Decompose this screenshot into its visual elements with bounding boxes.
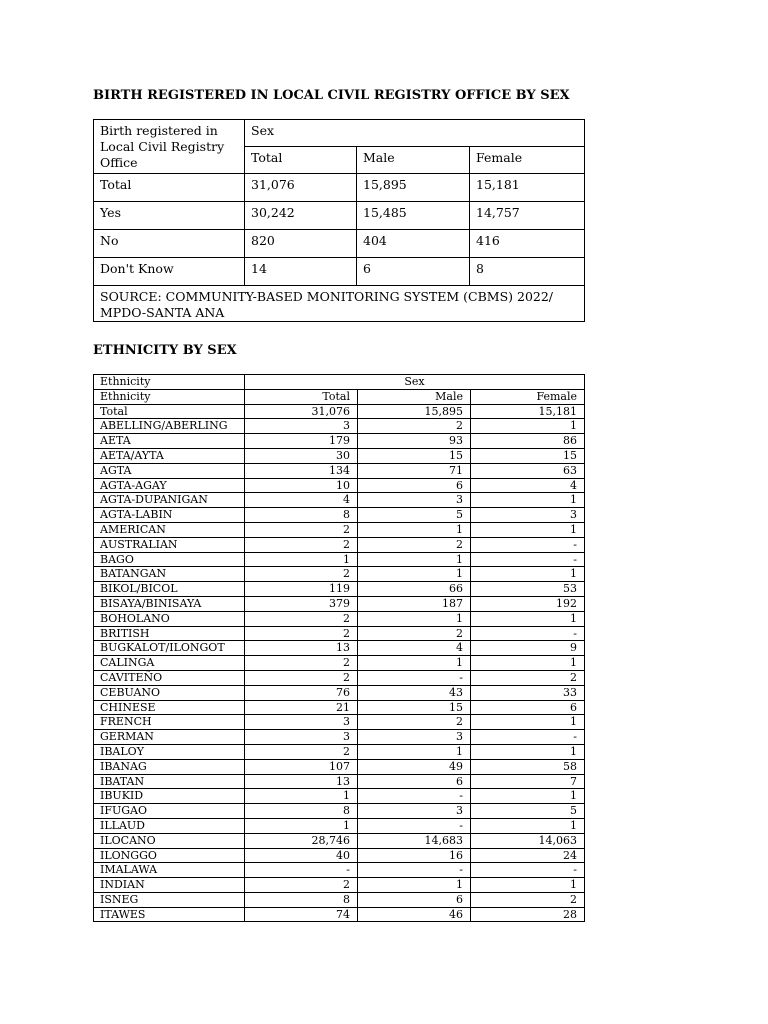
- ethnicity-label: AETA: [94, 434, 245, 449]
- ethnicity-label: Total: [94, 404, 245, 419]
- table-row: [94, 759, 585, 774]
- male-cell: 15,895: [357, 174, 470, 202]
- total-cell: 820: [245, 230, 357, 258]
- table-row: [94, 611, 585, 626]
- female-cell: 3: [471, 508, 585, 523]
- male-cell: 6: [358, 478, 471, 493]
- male-cell: 1: [358, 744, 471, 759]
- table-row: [94, 448, 585, 463]
- female-cell: 1: [471, 419, 585, 434]
- column-header-male: Male: [358, 389, 471, 404]
- ethnicity-label: IFUGAO: [94, 804, 245, 819]
- female-cell: 28: [471, 907, 585, 922]
- ethnicity-label: GERMAN: [94, 730, 245, 745]
- row-label: No: [94, 230, 245, 258]
- total-cell: 8: [245, 804, 358, 819]
- male-cell: 404: [357, 230, 470, 258]
- birth-registered-table: [93, 119, 585, 322]
- female-cell: 1: [471, 744, 585, 759]
- female-cell: -: [471, 626, 585, 641]
- male-cell: 1: [358, 552, 471, 567]
- male-cell: 1: [358, 522, 471, 537]
- table-row: [94, 641, 585, 656]
- female-cell: 4: [471, 478, 585, 493]
- ethnicity-label: AGTA-AGAY: [94, 478, 245, 493]
- total-cell: 4: [245, 493, 358, 508]
- female-cell: 416: [470, 230, 585, 258]
- ethnicity-label: BOHOLANO: [94, 611, 245, 626]
- total-cell: 30: [245, 448, 358, 463]
- ethnicity-label: ISNEG: [94, 892, 245, 907]
- male-cell: 15: [358, 448, 471, 463]
- male-cell: 93: [358, 434, 471, 449]
- ethnicity-label: IBANAG: [94, 759, 245, 774]
- total-cell: 134: [245, 463, 358, 478]
- total-cell: 13: [245, 774, 358, 789]
- table-row: [94, 818, 585, 833]
- source-note: SOURCE: COMMUNITY-BASED MONITORING SYSTEM (CBMS) 2022/ MPDO-SANTA ANA: [94, 286, 585, 322]
- male-cell: 2: [358, 537, 471, 552]
- ethnicity-label: CALINGA: [94, 656, 245, 671]
- table-row: [94, 174, 585, 202]
- male-cell: 2: [358, 419, 471, 434]
- female-cell: -: [471, 537, 585, 552]
- male-cell: 6: [358, 774, 471, 789]
- row-label: Total: [94, 174, 245, 202]
- ethnicity-label: BIKOL/BICOL: [94, 582, 245, 597]
- ethnicity-label: ILLAUD: [94, 818, 245, 833]
- male-cell: 49: [358, 759, 471, 774]
- ethnicity-label: AETA/AYTA: [94, 448, 245, 463]
- table-row: [94, 715, 585, 730]
- ethnicity-label: IBUKID: [94, 789, 245, 804]
- female-cell: 14,757: [470, 202, 585, 230]
- table-row: [94, 258, 585, 286]
- column-header-total: Total: [245, 147, 357, 174]
- total-cell: 2: [245, 611, 358, 626]
- table-row: [94, 863, 585, 878]
- total-cell: 2: [245, 656, 358, 671]
- ethnicity-label: CAVITEÑO: [94, 670, 245, 685]
- female-cell: 8: [470, 258, 585, 286]
- ethnicity-label: AUSTRALIAN: [94, 537, 245, 552]
- table-row: [94, 744, 585, 759]
- total-cell: 76: [245, 685, 358, 700]
- male-cell: 15: [358, 700, 471, 715]
- row-label: Yes: [94, 202, 245, 230]
- female-cell: 1: [471, 878, 585, 893]
- female-cell: 63: [471, 463, 585, 478]
- female-cell: -: [471, 552, 585, 567]
- ethnicity-label: AGTA-DUPANIGAN: [94, 493, 245, 508]
- table-row: [94, 670, 585, 685]
- male-cell: 5: [358, 508, 471, 523]
- total-cell: 2: [245, 670, 358, 685]
- total-cell: 2: [245, 522, 358, 537]
- female-cell: 9: [471, 641, 585, 656]
- total-cell: 119: [245, 582, 358, 597]
- table-row: [94, 404, 585, 419]
- column-header-female: Female: [471, 389, 585, 404]
- table-row: [94, 700, 585, 715]
- total-cell: 3: [245, 715, 358, 730]
- ethnicity-label: IMALAWA: [94, 863, 245, 878]
- ethnicity-label: AGTA: [94, 463, 245, 478]
- total-cell: -: [245, 863, 358, 878]
- table-row: [94, 419, 585, 434]
- table-row: [94, 434, 585, 449]
- total-cell: 107: [245, 759, 358, 774]
- ethnicity-label: ILOCANO: [94, 833, 245, 848]
- total-cell: 30,242: [245, 202, 357, 230]
- total-cell: 28,746: [245, 833, 358, 848]
- ethnicity-label: BUGKALOT/ILONGOT: [94, 641, 245, 656]
- ethnicity-label: BAGO: [94, 552, 245, 567]
- female-cell: 15,181: [470, 174, 585, 202]
- table-row: [94, 596, 585, 611]
- male-cell: 6: [357, 258, 470, 286]
- table-row: [94, 907, 585, 922]
- ethnicity-label: ITAWES: [94, 907, 245, 922]
- male-cell: 1: [358, 656, 471, 671]
- male-cell: 3: [358, 730, 471, 745]
- female-cell: 1: [471, 522, 585, 537]
- ethnicity-label: ABELLING/ABERLING: [94, 419, 245, 434]
- male-cell: 14,683: [358, 833, 471, 848]
- total-cell: 14: [245, 258, 357, 286]
- female-cell: 14,063: [471, 833, 585, 848]
- female-cell: 6: [471, 700, 585, 715]
- female-cell: -: [471, 863, 585, 878]
- female-cell: 2: [471, 892, 585, 907]
- sex-group-header: Sex: [245, 375, 585, 390]
- female-cell: 58: [471, 759, 585, 774]
- total-cell: 8: [245, 508, 358, 523]
- sex-group-header: Sex: [245, 120, 585, 147]
- male-cell: 46: [358, 907, 471, 922]
- male-cell: 187: [358, 596, 471, 611]
- column-header-female: Female: [470, 147, 585, 174]
- female-cell: 53: [471, 582, 585, 597]
- column-header-total: Total: [245, 389, 358, 404]
- birth-table-title: BIRTH REGISTERED IN LOCAL CIVIL REGISTRY OFFICE BY SEX: [93, 88, 570, 103]
- female-cell: 1: [471, 567, 585, 582]
- ethnicity-label: AGTA-LABIN: [94, 508, 245, 523]
- total-cell: 40: [245, 848, 358, 863]
- ethnicity-table: [93, 374, 585, 922]
- table-row: [94, 582, 585, 597]
- total-cell: 10: [245, 478, 358, 493]
- ethnicity-label: INDIAN: [94, 878, 245, 893]
- male-cell: 1: [358, 878, 471, 893]
- female-cell: 1: [471, 715, 585, 730]
- table-row: [94, 774, 585, 789]
- male-cell: 3: [358, 804, 471, 819]
- ethnicity-label: FRENCH: [94, 715, 245, 730]
- total-cell: 3: [245, 730, 358, 745]
- total-cell: 1: [245, 552, 358, 567]
- female-cell: 1: [471, 493, 585, 508]
- female-cell: 1: [471, 611, 585, 626]
- total-cell: 2: [245, 567, 358, 582]
- row-label: Don't Know: [94, 258, 245, 286]
- table-row: [94, 656, 585, 671]
- column-header-male: Male: [357, 147, 470, 174]
- table-row: [94, 493, 585, 508]
- table-row: [94, 626, 585, 641]
- male-cell: 15,485: [357, 202, 470, 230]
- total-cell: 13: [245, 641, 358, 656]
- ethnicity-label: IBATAN: [94, 774, 245, 789]
- male-cell: -: [358, 670, 471, 685]
- ethnicity-label: CHINESE: [94, 700, 245, 715]
- table-row: [94, 878, 585, 893]
- ethnicity-table-title: ETHNICITY BY SEX: [93, 343, 237, 358]
- female-cell: 15: [471, 448, 585, 463]
- female-cell: 2: [471, 670, 585, 685]
- male-cell: 66: [358, 582, 471, 597]
- female-cell: 1: [471, 656, 585, 671]
- table-row: [94, 730, 585, 745]
- male-cell: 1: [358, 611, 471, 626]
- total-cell: 31,076: [245, 404, 358, 419]
- table-row: [94, 552, 585, 567]
- male-cell: -: [358, 863, 471, 878]
- female-cell: 86: [471, 434, 585, 449]
- male-cell: 15,895: [358, 404, 471, 419]
- table-row: [94, 833, 585, 848]
- male-cell: 16: [358, 848, 471, 863]
- female-cell: 7: [471, 774, 585, 789]
- table-row: [94, 508, 585, 523]
- table-row: [94, 848, 585, 863]
- total-cell: 74: [245, 907, 358, 922]
- female-cell: 24: [471, 848, 585, 863]
- total-cell: 379: [245, 596, 358, 611]
- male-cell: -: [358, 789, 471, 804]
- female-cell: 15,181: [471, 404, 585, 419]
- table-row: [94, 685, 585, 700]
- table-row: [94, 463, 585, 478]
- ethnicity-label: IBALOY: [94, 744, 245, 759]
- table-row: [94, 789, 585, 804]
- table-row: [94, 537, 585, 552]
- total-cell: 2: [245, 537, 358, 552]
- male-cell: 4: [358, 641, 471, 656]
- ethnicity-label: CEBUANO: [94, 685, 245, 700]
- total-cell: 2: [245, 626, 358, 641]
- table-row: [94, 522, 585, 537]
- total-cell: 21: [245, 700, 358, 715]
- total-cell: 2: [245, 744, 358, 759]
- total-cell: 31,076: [245, 174, 357, 202]
- male-cell: 1: [358, 567, 471, 582]
- table-row: [94, 478, 585, 493]
- total-cell: 179: [245, 434, 358, 449]
- ethnicity-label: AMERICAN: [94, 522, 245, 537]
- table-row: [94, 202, 585, 230]
- female-cell: 33: [471, 685, 585, 700]
- total-cell: 1: [245, 789, 358, 804]
- total-cell: 2: [245, 878, 358, 893]
- male-cell: 43: [358, 685, 471, 700]
- total-cell: 1: [245, 818, 358, 833]
- male-cell: 71: [358, 463, 471, 478]
- male-cell: 6: [358, 892, 471, 907]
- male-cell: 2: [358, 715, 471, 730]
- female-cell: 1: [471, 789, 585, 804]
- table-row: [94, 804, 585, 819]
- total-cell: 3: [245, 419, 358, 434]
- ethnicity-table-body: [94, 404, 585, 922]
- female-cell: -: [471, 730, 585, 745]
- table-row: [94, 892, 585, 907]
- female-cell: 1: [471, 818, 585, 833]
- ethnicity-label: ILONGGO: [94, 848, 245, 863]
- female-cell: 5: [471, 804, 585, 819]
- ethnicity-label: BISAYA/BINISAYA: [94, 596, 245, 611]
- ethnicity-header-top: Ethnicity: [94, 375, 245, 390]
- row-header-cell: Birth registered in Local Civil Registry Office: [94, 120, 245, 174]
- ethnicity-label: BRITISH: [94, 626, 245, 641]
- ethnicity-label: BATANGAN: [94, 567, 245, 582]
- male-cell: 2: [358, 626, 471, 641]
- female-cell: 192: [471, 596, 585, 611]
- male-cell: 3: [358, 493, 471, 508]
- male-cell: -: [358, 818, 471, 833]
- total-cell: 8: [245, 892, 358, 907]
- ethnicity-header: Ethnicity: [94, 389, 245, 404]
- table-row: [94, 230, 585, 258]
- table-row: [94, 567, 585, 582]
